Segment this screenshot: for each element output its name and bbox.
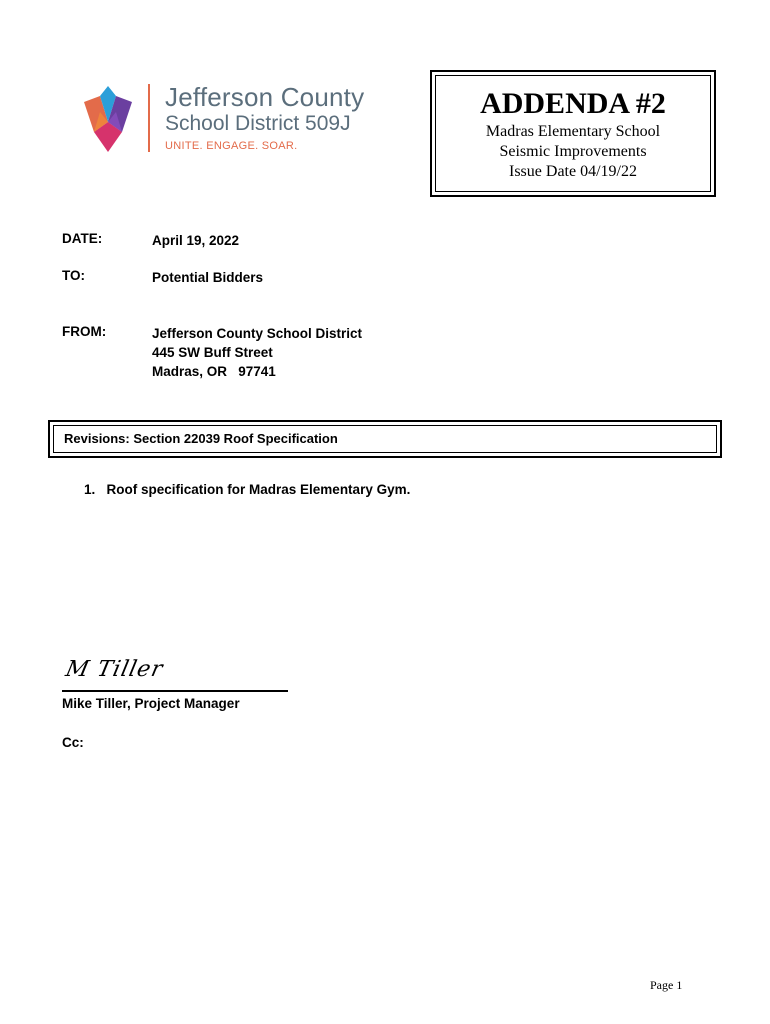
from-label: FROM: <box>62 324 107 339</box>
revisions-title: Revisions: Section 22039 Roof Specification <box>53 425 717 453</box>
cc-label: Cc: <box>62 735 84 750</box>
from-line-2: 445 SW Buff Street <box>152 345 273 360</box>
signer-name: Mike Tiller, Project Manager <box>62 696 240 711</box>
project-school: Madras Elementary School <box>485 123 661 140</box>
from-line-3: Madras, OR 97741 <box>152 364 276 379</box>
revision-item: 1. Roof specification for Madras Elementary Gym. <box>84 482 411 497</box>
addenda-title-box <box>430 70 716 197</box>
logo-name-line2: School District 509J <box>165 112 351 135</box>
date-value: April 19, 2022 <box>152 233 240 248</box>
date-label: DATE: <box>62 231 103 246</box>
issue-date: Issue Date 04/19/22 <box>509 163 637 180</box>
to-label: TO: <box>62 268 85 283</box>
project-name: Seismic Improvements <box>499 143 647 160</box>
handwritten-signature: M Tiller <box>63 657 166 682</box>
from-value <box>152 324 362 381</box>
logo-divider <box>148 84 150 152</box>
logo-tagline: UNITE. ENGAGE. SOAR. <box>165 140 298 152</box>
revisions-banner <box>48 420 722 458</box>
district-logo-icon <box>78 82 138 154</box>
to-value: Potential Bidders <box>152 270 264 285</box>
logo-name-line1: Jefferson County <box>165 82 365 112</box>
addenda-heading: ADDENDA #2 <box>480 87 666 120</box>
signature-line <box>62 690 288 692</box>
page-number: Page 1 <box>650 978 683 992</box>
from-line-1: Jefferson County School District <box>152 326 363 341</box>
